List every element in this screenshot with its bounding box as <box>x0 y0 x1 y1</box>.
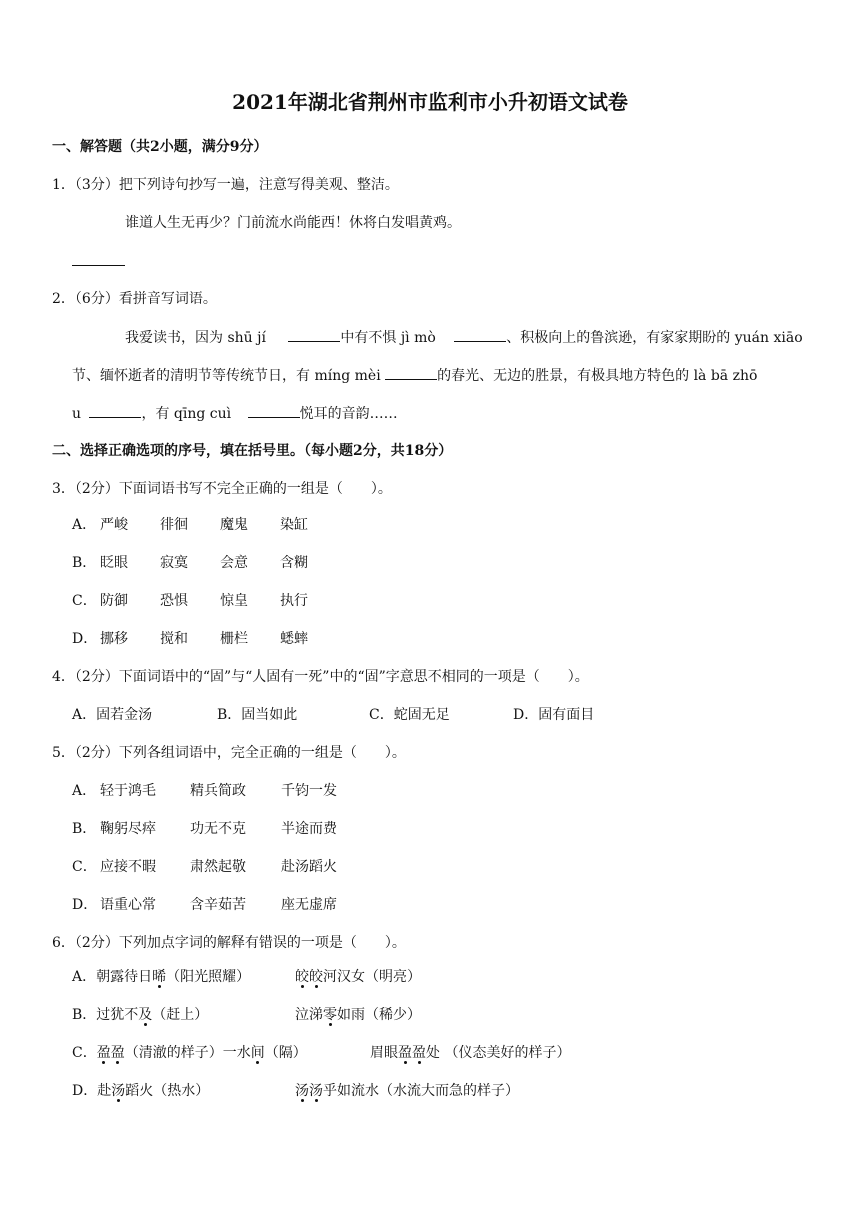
question-2-stem: 2．（6分）看拼音写词语。 <box>52 291 217 307</box>
dotted-char: 盈 <box>96 1045 111 1061</box>
option-word: 精兵简政 <box>190 783 246 799</box>
option-word: 寂寞 <box>160 555 188 571</box>
option-c: C．蛇固无足 <box>369 707 450 723</box>
question-6-option-b-right <box>295 1005 421 1025</box>
option-label: A． <box>72 783 97 799</box>
answer-blank <box>385 365 437 380</box>
option-word: 蟋蟀 <box>280 631 308 647</box>
dotted-char: 晞 <box>152 969 167 985</box>
option-word: 语重心常 <box>100 897 156 913</box>
option-word: 挪移 <box>100 631 128 647</box>
option-word: 半途而费 <box>281 821 337 837</box>
dotted-char: 皎 <box>295 969 309 985</box>
answer-blank <box>89 403 141 418</box>
option-text: （隔） <box>264 1045 307 1061</box>
dotted-char: 盈 <box>412 1045 426 1061</box>
option-d: D．固有面目 <box>513 707 595 723</box>
option-word: 应接不暇 <box>100 859 156 875</box>
question-6-option-c-left <box>72 1043 307 1063</box>
option-word: 含糊 <box>280 555 308 571</box>
option-text: 泣涕 <box>295 1007 323 1023</box>
dotted-char: 汤 <box>309 1083 323 1099</box>
option-word: 含辛茹苦 <box>190 897 246 913</box>
q2-text: 我爱读书，因为 shū jí <box>125 330 266 346</box>
option-word: 功无不克 <box>190 821 246 837</box>
question-4-options <box>72 705 594 725</box>
dotted-char: 零 <box>323 1007 337 1023</box>
question-6-option-d-right <box>295 1081 519 1101</box>
question-5-option-c <box>72 857 337 877</box>
option-text: 河汉女（明亮） <box>323 969 421 985</box>
option-word: 徘徊 <box>160 517 188 533</box>
q2-text: 节、缅怀逝者的清明节等传统节日，有 míng mèi <box>72 368 381 384</box>
dotted-char: 及 <box>138 1007 153 1023</box>
option-label: C． <box>72 1045 97 1061</box>
question-1-stem: 1．（3分）把下列诗句抄写一遍，注意写得美观、整洁。 <box>52 177 399 193</box>
option-word: 轻于鸿毛 <box>100 783 156 799</box>
option-label: B． <box>72 1007 97 1023</box>
section-heading-1: 一、解答题（共2小题，满分9分） <box>52 139 268 155</box>
q2-text: u <box>72 406 82 422</box>
option-word: 执行 <box>280 593 308 609</box>
option-label: A． <box>72 517 97 533</box>
question-6-option-c-right <box>370 1043 570 1063</box>
option-word: 恐惧 <box>160 593 188 609</box>
option-label: A． <box>72 969 97 985</box>
option-label: D． <box>72 631 98 647</box>
dotted-char: 汤 <box>295 1083 309 1099</box>
option-text: 朝露待日 <box>96 969 153 985</box>
option-label: D． <box>72 1083 98 1099</box>
question-2-line-1 <box>125 327 803 348</box>
option-word: 染缸 <box>280 517 308 533</box>
dotted-char: 盈 <box>398 1045 412 1061</box>
option-text: 蹈火（热水） <box>125 1083 210 1099</box>
option-text: 过犹不 <box>96 1007 139 1023</box>
option-text: 赴 <box>97 1083 112 1099</box>
option-b: B．固当如此 <box>217 707 298 723</box>
question-1-poem: 谁道人生无再少？门前流水尚能西！休将白发唱黄鸡。 <box>125 215 461 231</box>
option-text: 乎如流水（水流大而急的样子） <box>323 1083 519 1099</box>
option-label: C． <box>72 859 97 875</box>
q2-text: ，有 qīng cuì <box>141 406 232 422</box>
option-a: A．固若金汤 <box>72 707 153 723</box>
option-text: （赶上） <box>152 1007 209 1023</box>
section-heading-2: 二、选择正确选项的序号，填在括号里。（每小题2分，共18分） <box>52 443 453 459</box>
option-word: 眨眼 <box>100 555 128 571</box>
question-5-option-a <box>72 781 337 801</box>
question-6-option-a-left <box>72 967 250 987</box>
option-label: B． <box>72 821 97 837</box>
question-2-line-3 <box>72 403 398 424</box>
question-6-option-b-left <box>72 1005 208 1025</box>
option-word: 赴汤蹈火 <box>281 859 337 875</box>
option-word: 肃然起敬 <box>190 859 246 875</box>
question-6-option-a-right <box>295 967 421 987</box>
question-5-option-d <box>72 895 337 915</box>
dotted-char: 皎 <box>309 969 323 985</box>
dotted-char: 盈 <box>110 1045 125 1061</box>
option-text: 处 （仪态美好的样子） <box>426 1045 571 1061</box>
option-text: 如雨（稀少） <box>337 1007 421 1023</box>
dotted-char: 汤 <box>111 1083 126 1099</box>
answer-blank <box>454 327 506 342</box>
option-text: （清澈的样子）一水 <box>124 1045 251 1061</box>
question-4-stem: 4．（2分）下面词语中的“固”与“人固有一死”中的“固”字意思不相同的一项是（ ）。 <box>52 669 589 685</box>
q2-text: 的春光、无边的胜景，有极具地方特色的 là bā zhō <box>437 368 758 384</box>
q2-text: 、积极向上的鲁滨逊，有家家期盼的 yuán xiāo <box>506 330 803 346</box>
question-3-stem: 3．（2分）下面词语书写不完全正确的一组是（ ）。 <box>52 481 392 497</box>
option-word: 防御 <box>100 593 128 609</box>
question-3-option-b <box>72 553 308 573</box>
option-word: 搅和 <box>160 631 188 647</box>
answer-blank <box>288 327 340 342</box>
question-1-answer-blank <box>72 251 125 272</box>
option-word: 魔鬼 <box>220 517 248 533</box>
question-6-option-d-left <box>72 1081 209 1101</box>
page-title: 2021年湖北省荆州市监利市小升初语文试卷 <box>232 90 628 114</box>
option-word: 严峻 <box>100 517 128 533</box>
option-label: C． <box>72 593 97 609</box>
question-3-option-d <box>72 629 308 649</box>
q2-text: 悦耳的音韵…… <box>299 406 398 422</box>
option-word: 会意 <box>220 555 248 571</box>
option-word: 千钧一发 <box>281 783 337 799</box>
question-5-stem: 5．（2分）下列各组词语中，完全正确的一组是（ ）。 <box>52 745 406 761</box>
option-label: D． <box>72 897 98 913</box>
dotted-char: 间 <box>250 1045 265 1061</box>
option-word: 栅栏 <box>220 631 248 647</box>
option-word: 鞠躬尽瘁 <box>100 821 156 837</box>
option-word: 座无虚席 <box>281 897 337 913</box>
question-3-option-c <box>72 591 308 611</box>
answer-blank <box>248 403 300 418</box>
question-2-line-2 <box>72 365 757 386</box>
question-6-stem: 6．（2分）下列加点字词的解释有错误的一项是（ ）。 <box>52 935 406 951</box>
option-label: B． <box>72 555 97 571</box>
q2-text: 中有不惧 jì mò <box>340 330 436 346</box>
option-text: 眉眼 <box>370 1045 398 1061</box>
option-text: （阳光照耀） <box>166 969 251 985</box>
option-word: 惊皇 <box>220 593 248 609</box>
question-5-option-b <box>72 819 337 839</box>
question-3-option-a <box>72 515 308 535</box>
